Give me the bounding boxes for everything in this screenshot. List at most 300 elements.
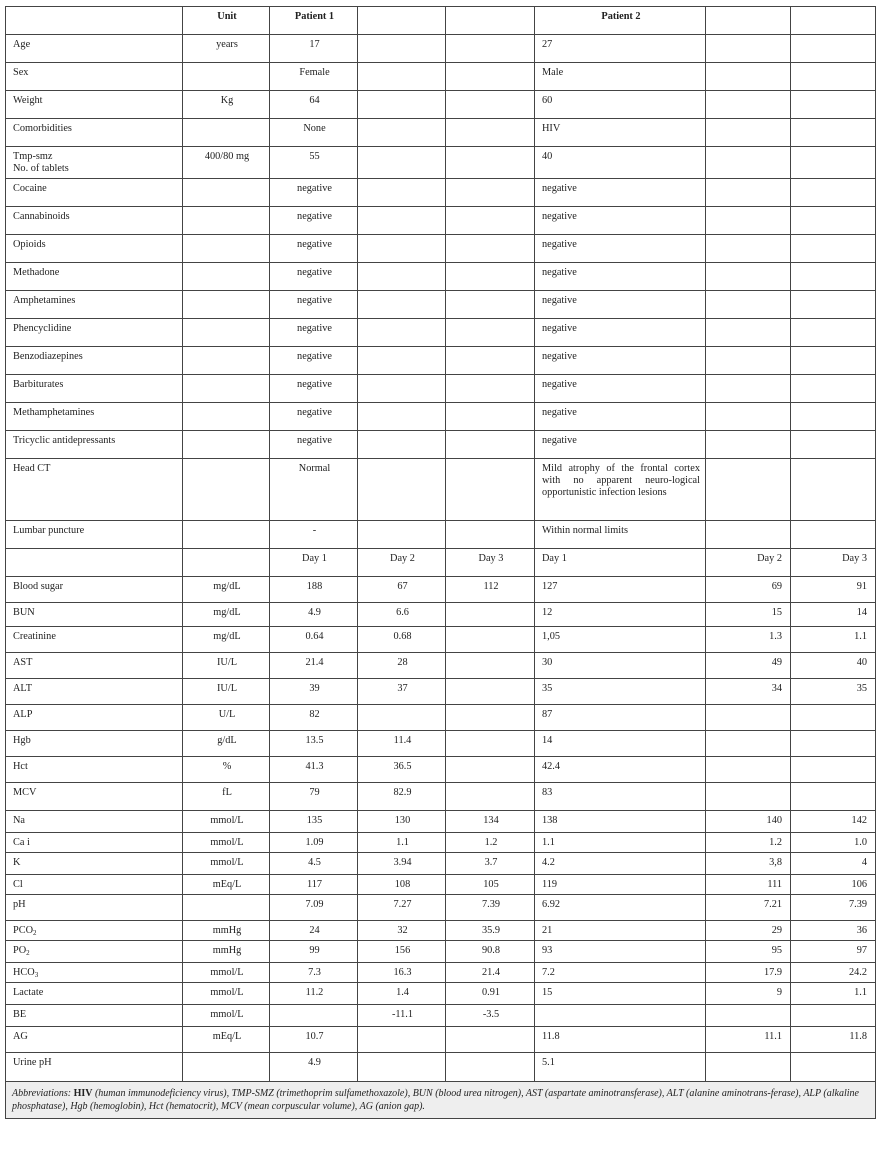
empty-cell	[358, 234, 446, 262]
lab-row	[6, 602, 876, 626]
patient1-day3-value	[446, 602, 535, 626]
empty-cell	[706, 374, 791, 402]
patient2-day3-value: 91	[791, 576, 876, 602]
patient1-day1-value: 1.09	[270, 832, 358, 852]
empty-cell	[6, 548, 183, 576]
empty-cell	[706, 63, 791, 91]
row-label	[6, 704, 183, 730]
lab-row	[6, 894, 876, 920]
row-label: Barbiturates	[6, 374, 183, 402]
patient2-value: 60	[535, 91, 706, 119]
patient2-day3-value: 36	[791, 920, 876, 940]
patient1-day3-value	[446, 626, 535, 652]
empty-cell	[446, 290, 535, 318]
empty-cell	[446, 262, 535, 290]
lab-row	[6, 920, 876, 940]
info-row	[6, 119, 876, 147]
patient1-value: -	[270, 520, 358, 548]
patient1-day2-value: 16.3	[358, 962, 446, 982]
patient2-day2-header: Day 2	[706, 548, 791, 576]
patient1-day1-value: 4.5	[270, 852, 358, 874]
row-unit: mmol/L	[183, 962, 270, 982]
row-unit: mmHg	[183, 940, 270, 962]
lab-row	[6, 940, 876, 962]
empty-cell	[358, 458, 446, 520]
patient2-day1-value: 127	[535, 576, 706, 602]
patient2-day3-value: 1.1	[791, 626, 876, 652]
lab-row	[6, 678, 876, 704]
patient1-day3-value: 3.7	[446, 852, 535, 874]
info-row	[6, 63, 876, 91]
row-unit: IU/L	[183, 652, 270, 678]
header-empty-cell	[446, 7, 535, 35]
patient2-day2-value: 1.3	[706, 626, 791, 652]
patient2-value: negative	[535, 402, 706, 430]
patient2-day3-value: 24.2	[791, 962, 876, 982]
row-unit	[183, 346, 270, 374]
empty-cell	[791, 374, 876, 402]
patient1-day2-value: 1.4	[358, 982, 446, 1004]
patient2-day2-value	[706, 782, 791, 810]
empty-cell	[706, 458, 791, 520]
patient1-day1-value: 4.9	[270, 602, 358, 626]
info-row	[6, 520, 876, 548]
info-row	[6, 234, 876, 262]
row-label	[6, 1052, 183, 1081]
patient2-value: negative	[535, 234, 706, 262]
patient2-day2-value: 34	[706, 678, 791, 704]
row-unit: %	[183, 756, 270, 782]
row-label	[6, 1026, 183, 1052]
patient2-day1-value: 1,05	[535, 626, 706, 652]
patient1-value: negative	[270, 402, 358, 430]
patient1-day3-value	[446, 678, 535, 704]
patient2-day1-value: 12	[535, 602, 706, 626]
patient2-day1-value	[535, 1004, 706, 1026]
empty-cell	[706, 91, 791, 119]
empty-cell	[706, 402, 791, 430]
patient1-day3-value	[446, 756, 535, 782]
patient1-day3-value	[446, 652, 535, 678]
empty-cell	[706, 178, 791, 206]
empty-cell	[446, 520, 535, 548]
lab-label-text: Urine pH	[13, 1056, 52, 1068]
row-unit	[183, 430, 270, 458]
patient1-day3-value: 7.39	[446, 894, 535, 920]
row-label: Phencyclidine	[6, 318, 183, 346]
lab-row	[6, 832, 876, 852]
empty-cell	[446, 206, 535, 234]
patient2-day2-value: 9	[706, 982, 791, 1004]
patient2-day3-value	[791, 730, 876, 756]
empty-cell	[446, 318, 535, 346]
row-label: Cocaine	[6, 178, 183, 206]
patient1-day2-value: 11.4	[358, 730, 446, 756]
lab-label-text: PO	[13, 944, 27, 956]
row-unit	[183, 458, 270, 520]
empty-cell	[358, 318, 446, 346]
patient2-value: negative	[535, 262, 706, 290]
row-label: Sex	[6, 63, 183, 91]
empty-cell	[791, 458, 876, 520]
patient2-day2-value: 49	[706, 652, 791, 678]
lab-row	[6, 1026, 876, 1052]
empty-cell	[358, 147, 446, 179]
patient2-day2-value: 95	[706, 940, 791, 962]
lab-row	[6, 1004, 876, 1026]
row-unit: IU/L	[183, 678, 270, 704]
patient2-day1-value: 42.4	[535, 756, 706, 782]
patient1-value: negative	[270, 346, 358, 374]
row-label	[6, 874, 183, 894]
row-unit	[183, 318, 270, 346]
patient2-day2-value: 1.2	[706, 832, 791, 852]
patient1-day2-value: 130	[358, 810, 446, 832]
patient2-value: negative	[535, 206, 706, 234]
lab-label-text: Na	[13, 814, 26, 826]
row-unit: mmol/L	[183, 852, 270, 874]
info-row	[6, 458, 876, 520]
patient1-day2-value	[358, 704, 446, 730]
row-label: Age	[6, 35, 183, 63]
patient2-day2-value: 3,8	[706, 852, 791, 874]
lab-label-text: K	[13, 856, 21, 868]
patient2-day3-value: 40	[791, 652, 876, 678]
lab-label-subscript: 2	[26, 948, 30, 957]
patient1-value: 64	[270, 91, 358, 119]
row-unit: Kg	[183, 91, 270, 119]
patient2-value: negative	[535, 346, 706, 374]
row-unit: mg/dL	[183, 626, 270, 652]
empty-cell	[446, 91, 535, 119]
patient2-value: Within normal limits	[535, 520, 706, 548]
patient2-day2-value: 111	[706, 874, 791, 894]
empty-cell	[791, 520, 876, 548]
patient2-day3-value: 14	[791, 602, 876, 626]
empty-cell	[358, 63, 446, 91]
row-label	[6, 832, 183, 852]
patient1-day3-value: 1.2	[446, 832, 535, 852]
empty-cell	[706, 234, 791, 262]
patient1-day1-value: 0.64	[270, 626, 358, 652]
lab-label-text: AG	[13, 1030, 28, 1042]
patient2-day2-value: 15	[706, 602, 791, 626]
lab-label-text: BE	[13, 1008, 27, 1020]
empty-cell	[446, 430, 535, 458]
lab-row	[6, 874, 876, 894]
row-label: Amphetamines	[6, 290, 183, 318]
patient2-day1-value: 14	[535, 730, 706, 756]
lab-label-subscript: 3	[34, 970, 39, 979]
lab-row	[6, 810, 876, 832]
empty-cell	[706, 35, 791, 63]
row-label: Tricyclic antidepressants	[6, 430, 183, 458]
patient2-day1-value: 87	[535, 704, 706, 730]
lab-label-text: HCO	[13, 966, 35, 978]
info-row	[6, 178, 876, 206]
row-unit	[183, 894, 270, 920]
patient2-day2-value	[706, 1052, 791, 1081]
row-unit	[183, 290, 270, 318]
patient1-day1-value: 135	[270, 810, 358, 832]
header-empty-cell	[706, 7, 791, 35]
row-unit: mmol/L	[183, 982, 270, 1004]
patient2-day2-value	[706, 730, 791, 756]
empty-cell	[706, 147, 791, 179]
empty-cell	[791, 147, 876, 179]
row-label	[6, 782, 183, 810]
row-label	[6, 852, 183, 874]
patient2-day3-value: 1.0	[791, 832, 876, 852]
patient2-value: 27	[535, 35, 706, 63]
patient1-day3-value	[446, 1026, 535, 1052]
patient2-day2-value: 29	[706, 920, 791, 940]
header-blank	[6, 7, 183, 35]
empty-cell	[791, 402, 876, 430]
lab-row	[6, 704, 876, 730]
footnote-text: (human immunodeficiency virus), TMP-SMZ (trimethoprim sulfamethoxazole), BUN (blood urea nitrogen), AST (aspartate aminotransferase), ALT (alanine aminotrans-ferase), ALP (alkaline phosphatase), Hgb (hemoglobin), Hct (hematocrit), MCV (mean corpuscular volume), AG (anion gap).	[12, 1087, 859, 1113]
patient1-day2-value: 108	[358, 874, 446, 894]
empty-cell	[446, 35, 535, 63]
patient1-day1-value: 7.09	[270, 894, 358, 920]
patient2-value: Male	[535, 63, 706, 91]
lab-label-text: ALT	[13, 682, 33, 694]
lab-label-text: Blood sugar	[13, 580, 64, 592]
info-row	[6, 346, 876, 374]
row-label: Cannabinoids	[6, 206, 183, 234]
patient1-day3-value	[446, 730, 535, 756]
row-label	[6, 962, 183, 982]
patient2-day1-value: 83	[535, 782, 706, 810]
empty-cell	[358, 346, 446, 374]
empty-cell	[791, 119, 876, 147]
patient2-day1-value: 138	[535, 810, 706, 832]
info-row	[6, 35, 876, 63]
patient1-day2-value: 7.27	[358, 894, 446, 920]
patient2-day1-value: 15	[535, 982, 706, 1004]
empty-cell	[706, 262, 791, 290]
row-unit	[183, 374, 270, 402]
lab-label-text: pH	[13, 898, 26, 910]
header-unit: Unit	[183, 7, 270, 35]
empty-cell	[358, 178, 446, 206]
empty-cell	[358, 374, 446, 402]
patient2-day3-value: 4	[791, 852, 876, 874]
patient2-day1-value: 93	[535, 940, 706, 962]
patient1-day1-value: 39	[270, 678, 358, 704]
patient1-day3-value	[446, 1052, 535, 1081]
patient1-day1-value: 117	[270, 874, 358, 894]
patient1-day2-value: 3.94	[358, 852, 446, 874]
patient2-day3-value	[791, 1004, 876, 1026]
patient2-day3-value	[791, 756, 876, 782]
patient2-day1-value: 6.92	[535, 894, 706, 920]
patient2-day3-value: 1.1	[791, 982, 876, 1004]
row-label: Methadone	[6, 262, 183, 290]
row-label: Benzodiazepines	[6, 346, 183, 374]
footnote-hiv: HIV	[73, 1087, 93, 1099]
empty-cell	[791, 63, 876, 91]
patient2-value: negative	[535, 178, 706, 206]
patient2-day2-value: 140	[706, 810, 791, 832]
patient2-day2-value	[706, 1004, 791, 1026]
patient1-day2-header: Day 2	[358, 548, 446, 576]
lab-label-text: Cl	[13, 878, 23, 890]
row-unit: g/dL	[183, 730, 270, 756]
patient1-day1-value: 99	[270, 940, 358, 962]
patient2-value: Mild atrophy of the frontal cortex with no apparent neuro-logical opportunistic infection lesions	[535, 458, 706, 520]
row-unit	[183, 1052, 270, 1081]
empty-cell	[791, 346, 876, 374]
patient1-day2-value: 1.1	[358, 832, 446, 852]
row-unit: mg/dL	[183, 602, 270, 626]
empty-cell	[183, 548, 270, 576]
empty-cell	[706, 346, 791, 374]
info-row	[6, 374, 876, 402]
row-unit: mEq/L	[183, 874, 270, 894]
patient1-day2-value	[358, 1026, 446, 1052]
empty-cell	[446, 234, 535, 262]
patient2-day1-value: 21	[535, 920, 706, 940]
empty-cell	[446, 458, 535, 520]
lab-row	[6, 626, 876, 652]
patient1-day1-value: 7.3	[270, 962, 358, 982]
empty-cell	[791, 430, 876, 458]
patient1-day1-value: 13.5	[270, 730, 358, 756]
lab-label-subscript: 2	[33, 928, 37, 937]
patient2-day2-value	[706, 756, 791, 782]
patient1-day1-value	[270, 1004, 358, 1026]
row-label	[6, 894, 183, 920]
info-row	[6, 206, 876, 234]
patient2-day1-header: Day 1	[535, 548, 706, 576]
patient1-day1-value: 11.2	[270, 982, 358, 1004]
lab-row	[6, 782, 876, 810]
patient1-day2-value: 0.68	[358, 626, 446, 652]
lab-label-text: Hct	[13, 760, 28, 772]
lab-label-text: Hgb	[13, 734, 31, 746]
patient2-day3-value	[791, 782, 876, 810]
empty-cell	[706, 206, 791, 234]
patient1-value: None	[270, 119, 358, 147]
empty-cell	[446, 402, 535, 430]
empty-cell	[706, 318, 791, 346]
row-label: Head CT	[6, 458, 183, 520]
row-unit: fL	[183, 782, 270, 810]
row-unit: mmHg	[183, 920, 270, 940]
patient1-day3-value: 35.9	[446, 920, 535, 940]
row-unit: 400/80 mg	[183, 147, 270, 179]
lab-label-text: Creatinine	[13, 630, 56, 642]
day-header-row	[6, 548, 876, 576]
patient2-day1-value: 5.1	[535, 1052, 706, 1081]
row-label	[6, 576, 183, 602]
patient1-value: negative	[270, 178, 358, 206]
patient2-value: HIV	[535, 119, 706, 147]
info-row	[6, 430, 876, 458]
row-unit: mg/dL	[183, 576, 270, 602]
row-label: Comorbidities	[6, 119, 183, 147]
patient1-value: 55	[270, 147, 358, 179]
lab-label-text: PCO	[13, 924, 34, 936]
patient1-day2-value: 6.6	[358, 602, 446, 626]
row-label	[6, 730, 183, 756]
lab-row	[6, 982, 876, 1004]
empty-cell	[791, 234, 876, 262]
header-patient1: Patient 1	[270, 7, 358, 35]
empty-cell	[358, 91, 446, 119]
patient2-day3-value: 35	[791, 678, 876, 704]
patient2-day3-value	[791, 1052, 876, 1081]
patient2-day2-value	[706, 704, 791, 730]
patient1-day2-value: 28	[358, 652, 446, 678]
header-patient2: Patient 2	[535, 7, 706, 35]
empty-cell	[358, 119, 446, 147]
patient1-day3-value: 90.8	[446, 940, 535, 962]
footnote-row	[6, 1081, 876, 1118]
lab-row	[6, 756, 876, 782]
row-unit	[183, 119, 270, 147]
lab-label-text: AST	[13, 656, 33, 668]
patient1-day1-header: Day 1	[270, 548, 358, 576]
empty-cell	[791, 290, 876, 318]
patient1-day2-value: 36.5	[358, 756, 446, 782]
patient1-day2-value: 156	[358, 940, 446, 962]
patient1-value: negative	[270, 430, 358, 458]
empty-cell	[791, 318, 876, 346]
patient2-day3-value: 97	[791, 940, 876, 962]
patient1-day3-value: 112	[446, 576, 535, 602]
lab-label-text: Ca i	[13, 836, 30, 848]
patient1-value: negative	[270, 234, 358, 262]
patient1-day2-value	[358, 1052, 446, 1081]
patient2-value: negative	[535, 374, 706, 402]
patient1-day2-value: -11.1	[358, 1004, 446, 1026]
row-unit	[183, 262, 270, 290]
patient1-value: negative	[270, 290, 358, 318]
patient2-value: negative	[535, 430, 706, 458]
patient2-day3-value: 7.39	[791, 894, 876, 920]
patient1-day2-value: 82.9	[358, 782, 446, 810]
patient2-day2-value: 7.21	[706, 894, 791, 920]
empty-cell	[446, 119, 535, 147]
lab-row	[6, 852, 876, 874]
row-unit: U/L	[183, 704, 270, 730]
empty-cell	[706, 430, 791, 458]
empty-cell	[791, 178, 876, 206]
patient1-value: negative	[270, 374, 358, 402]
row-unit	[183, 63, 270, 91]
empty-cell	[446, 346, 535, 374]
empty-cell	[446, 178, 535, 206]
patient1-day1-value: 10.7	[270, 1026, 358, 1052]
info-row	[6, 262, 876, 290]
row-label	[6, 940, 183, 962]
lab-label-text: MCV	[13, 786, 37, 798]
patient1-value: negative	[270, 318, 358, 346]
patient1-day3-value	[446, 704, 535, 730]
row-label	[6, 678, 183, 704]
empty-cell	[358, 262, 446, 290]
patient1-day1-value: 21.4	[270, 652, 358, 678]
patient1-day2-value: 67	[358, 576, 446, 602]
row-label	[6, 602, 183, 626]
patient2-value: negative	[535, 290, 706, 318]
patient2-day3-header: Day 3	[791, 548, 876, 576]
lab-row	[6, 652, 876, 678]
row-unit	[183, 178, 270, 206]
empty-cell	[358, 35, 446, 63]
